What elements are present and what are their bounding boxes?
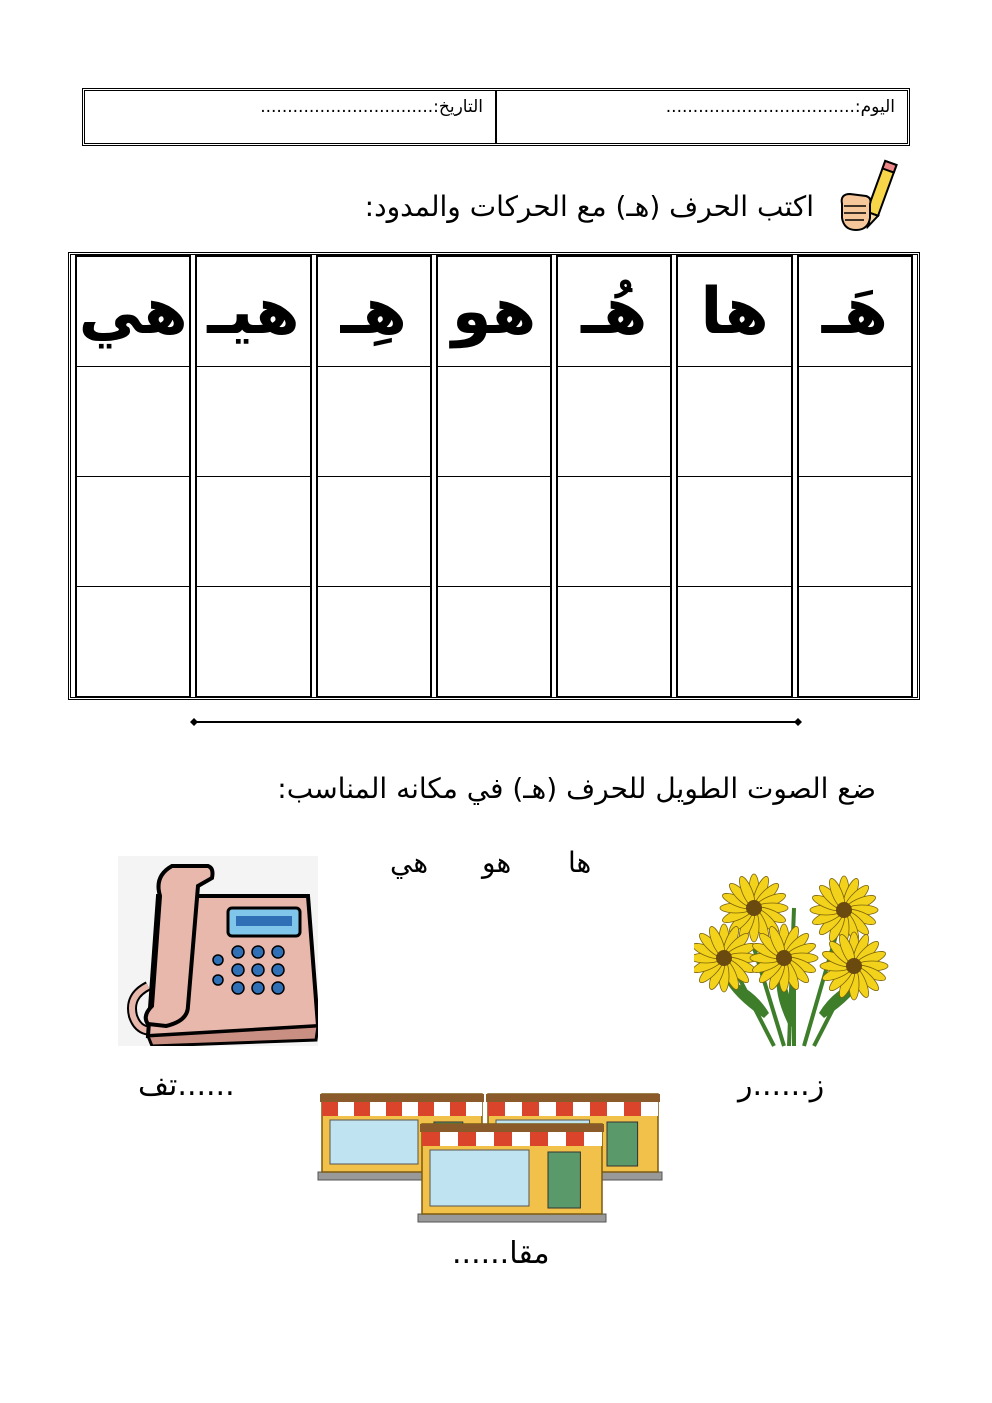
instruction-1: اكتب الحرف (هـ) مع الحركات والمدود: <box>364 190 814 223</box>
writing-cell[interactable] <box>676 587 792 697</box>
telephone-image <box>118 856 318 1046</box>
writing-cell[interactable] <box>556 587 672 697</box>
writing-cell[interactable] <box>797 367 913 477</box>
day-dots: ................................... <box>665 97 855 117</box>
letter-cell: هو <box>436 255 552 367</box>
writing-cell[interactable] <box>436 367 552 477</box>
writing-cell[interactable] <box>676 477 792 587</box>
letter-cell: ها <box>676 255 792 367</box>
writing-cell[interactable] <box>436 587 552 697</box>
letter-cell: هِـ <box>316 255 432 367</box>
writing-cell[interactable] <box>556 477 672 587</box>
letter-cell: هُـ <box>556 255 672 367</box>
writing-cell[interactable] <box>316 477 432 587</box>
instruction-2: ضع الصوت الطويل للحرف (هـ) في مكانه المناسب: <box>277 772 876 805</box>
date-dots: ................................ <box>260 97 434 117</box>
writing-cell[interactable] <box>676 367 792 477</box>
flowers-image <box>694 868 894 1048</box>
letter-cell: هي <box>75 255 191 367</box>
word-shops[interactable]: مقا...... <box>452 1236 550 1271</box>
writing-cell[interactable] <box>75 587 191 697</box>
letters-table <box>68 252 920 700</box>
writing-cell[interactable] <box>316 587 432 697</box>
writing-cell[interactable] <box>316 367 432 477</box>
writing-cell[interactable] <box>797 587 913 697</box>
letter-cell: هيـ <box>195 255 311 367</box>
separator-line <box>190 718 802 726</box>
letters-header-row <box>75 255 913 367</box>
option-hu: هو <box>482 846 512 879</box>
writing-row <box>75 367 913 477</box>
writing-cell[interactable] <box>436 477 552 587</box>
date-field[interactable] <box>85 91 497 143</box>
word-flowers[interactable]: ز......ر <box>738 1068 825 1103</box>
date-label: التاريخ: <box>433 97 483 117</box>
writing-cell[interactable] <box>195 367 311 477</box>
header-box <box>82 88 910 146</box>
letter-cell: هَـ <box>797 255 913 367</box>
writing-cell[interactable] <box>75 367 191 477</box>
writing-row <box>75 477 913 587</box>
writing-cell[interactable] <box>75 477 191 587</box>
writing-cell[interactable] <box>195 587 311 697</box>
day-label: اليوم: <box>854 97 895 117</box>
word-phone[interactable]: ......تف <box>138 1068 235 1103</box>
writing-cell[interactable] <box>556 367 672 477</box>
pencil-hand-icon <box>836 158 898 240</box>
writing-row <box>75 587 913 697</box>
shops-image <box>316 1088 672 1226</box>
option-ha: ها <box>568 846 592 879</box>
day-field[interactable] <box>497 91 907 143</box>
writing-cell[interactable] <box>195 477 311 587</box>
writing-cell[interactable] <box>797 477 913 587</box>
option-hi: هي <box>390 846 429 879</box>
